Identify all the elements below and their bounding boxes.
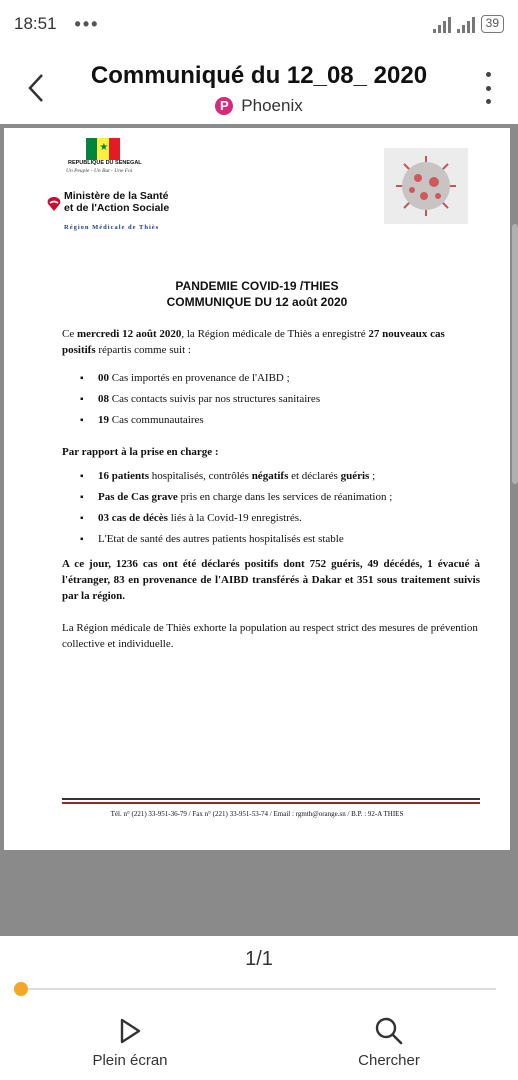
text-span: Cas importés en provenance de l'AIBD ; [109,372,290,384]
text-bold: A ce jour, 1236 cas ont été déclarés positifs dont 752 guéris, 49 décédés, 1 évacué à l'étranger, 83 en provenance de l'AIBD transférés à Dakar et 351 sous traitement suivis par la région. [62,558,480,602]
text-span: pris en charge dans les services de réanimation ; [177,491,393,503]
text-span: hospitalisés, contrôlés [149,470,252,482]
bottom-bar [0,936,518,1080]
app-header [0,48,518,124]
list-item [62,389,480,410]
page-slider-track[interactable] [20,988,496,990]
ministry-name [64,190,169,214]
play-icon [70,1016,190,1046]
source-name: Phoenix [241,96,303,115]
list-item [62,487,480,508]
ministry-line2: et de l'Action Sociale [64,202,170,214]
footer-divider [62,798,480,800]
more-options-button[interactable] [480,72,496,104]
text-span: , la Région médicale de Thiès a enregistré [181,328,369,340]
signal-icon [433,15,451,33]
signal-2-icon [457,15,475,33]
text-span: Cas communautaires [109,414,204,426]
page-slider-thumb[interactable] [14,982,28,996]
new-cases-list [62,368,480,431]
republic-motto: Un Peuple - Un But - Une Foi [66,168,133,174]
text-bold: 19 [98,414,109,426]
more-dot-icon [486,86,491,91]
text-bold: 16 patients [98,470,150,482]
text-bold: mercredi 12 août 2020 [76,328,182,340]
text-span: Ce [62,328,77,340]
document-source [0,96,518,116]
scrollbar[interactable] [512,224,518,484]
text-span: ; [369,470,376,482]
status-right [433,15,504,33]
search-button[interactable] [329,1016,449,1069]
list-item [62,529,480,550]
list-item [62,508,480,529]
title-line2: COMMUNIQUE DU 12 août 2020 [166,295,348,309]
list-item [62,410,480,431]
search-label: Chercher [358,1052,420,1069]
text-bold: négatifs [251,470,289,482]
fullscreen-label: Plein écran [92,1052,168,1069]
republic-name: REPUBLIQUE DU SENEGAL [68,160,142,166]
document-viewer[interactable] [0,124,518,936]
title-line1: PANDEMIE COVID-19 /THIES [175,279,339,293]
more-dot-icon [486,99,491,104]
footer-divider-accent [62,802,480,804]
exhortation-paragraph: La Région médicale de Thiès exhorte la population au respect strict des mesures de prévention collective et individuelle. [62,622,478,650]
text-bold: Pas de Cas grave [98,491,178,503]
text-span: liés à la Covid-19 enregistrés. [167,512,302,524]
text-span: L'Etat de santé des autres patients hospitalisés est stable [98,533,344,545]
page-counter: 1/1 [245,948,273,970]
text-span: répartis comme suit : [95,344,191,356]
text-bold: 08 [98,393,109,405]
summary-paragraph [62,556,480,604]
document-page [4,128,510,850]
footer-contact: Tél. n° (221) 33-951-36-79 / Fax n° (221) 33-951-53-74 / Email : rgmth@orange.sn / B.P. : 92-A THIES [110,810,404,818]
notification-dots-icon: ••• [74,13,100,34]
battery-icon: 39 [481,15,504,33]
document-title: Communiqué du 12_08_ 2020 [90,62,428,89]
coronavirus-image [384,148,468,224]
care-heading: Par rapport à la prise en charge : [62,446,219,458]
list-item [62,466,480,487]
text-span: et déclarés [288,470,341,482]
senegal-flag-icon: ★ [86,138,120,160]
text-span: Cas contacts suivis par nos structures sanitaires [109,393,321,405]
search-icon [329,1016,449,1046]
care-list [62,466,480,550]
communique-title [4,278,510,310]
text-bold: 03 cas de décès [98,512,168,524]
fullscreen-button[interactable] [70,1016,190,1069]
more-dot-icon [486,72,491,77]
text-bold: guéris [340,470,370,482]
region-name: Région Médicale de Thiès [64,224,160,231]
status-time: 18:51 [14,14,57,33]
text-bold: 00 [98,372,109,384]
list-item [62,368,480,389]
ministry-logo-icon [44,194,64,214]
intro-paragraph [62,326,480,358]
phoenix-logo-icon: P [215,97,233,115]
text-bold: 27 nouveaux cas positifs [62,328,445,356]
status-bar [0,0,518,48]
ministry-line1: Ministère de la Santé [64,190,169,202]
